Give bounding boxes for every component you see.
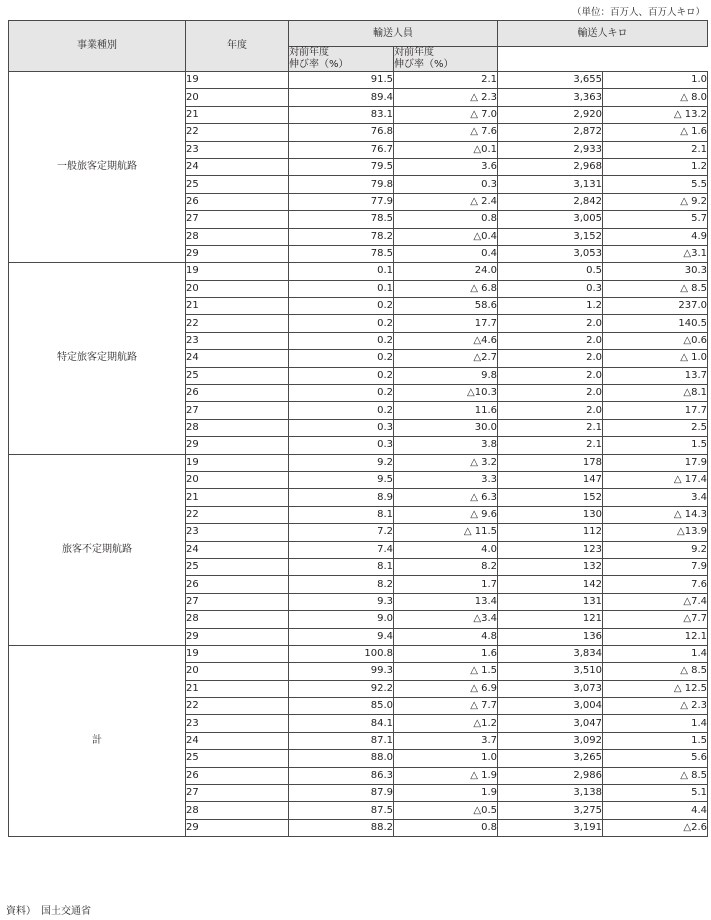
passengers-growth-cell: 0.8 (394, 211, 498, 228)
passengers-growth-cell: △2.7 (394, 350, 498, 367)
year-cell: 26 (186, 767, 289, 784)
header-year: 年度 (186, 21, 289, 72)
passengers-growth-cell: △4.6 (394, 332, 498, 349)
passenger-km-cell: 132 (498, 558, 603, 575)
passengers-growth-cell: 9.8 (394, 367, 498, 384)
passengers-growth-cell: 17.7 (394, 315, 498, 332)
passengers-cell: 76.7 (289, 141, 394, 158)
passenger-km-growth-cell: 1.5 (603, 437, 708, 454)
unit-note: （単位：百万人、百万人キロ） (571, 7, 705, 18)
header-passengers-growth-line2: 伸び率（%） (289, 59, 349, 70)
passengers-growth-cell: △ 11.5 (394, 524, 498, 541)
passenger-km-growth-cell: △ 8.0 (603, 89, 708, 106)
passenger-km-cell: 3,053 (498, 245, 603, 262)
year-cell: 21 (186, 298, 289, 315)
passenger-km-growth-cell: 9.2 (603, 541, 708, 558)
passenger-km-growth-cell: 5.5 (603, 176, 708, 193)
passenger-km-cell: 2,986 (498, 767, 603, 784)
year-cell: 29 (186, 437, 289, 454)
year-cell: 24 (186, 732, 289, 749)
passengers-growth-cell: △ 3.2 (394, 454, 498, 471)
passenger-km-cell: 2.1 (498, 437, 603, 454)
category-cell: 計 (9, 645, 186, 836)
header-passenger-km-growth-line2: 伸び率（%） (394, 59, 454, 70)
passengers-cell: 0.2 (289, 298, 394, 315)
passengers-cell: 0.2 (289, 402, 394, 419)
passenger-km-growth-cell: 1.5 (603, 732, 708, 749)
passengers-growth-cell: 0.3 (394, 176, 498, 193)
passenger-km-cell: 3,265 (498, 750, 603, 767)
passenger-km-cell: 2,872 (498, 124, 603, 141)
passenger-km-growth-cell: 7.6 (603, 576, 708, 593)
passengers-growth-cell: △ 7.7 (394, 698, 498, 715)
year-cell: 20 (186, 663, 289, 680)
year-cell: 21 (186, 680, 289, 697)
passenger-km-cell: 3,092 (498, 732, 603, 749)
passengers-growth-cell: 1.7 (394, 576, 498, 593)
passenger-km-cell: 130 (498, 506, 603, 523)
year-cell: 20 (186, 89, 289, 106)
year-cell: 22 (186, 124, 289, 141)
passengers-cell: 7.4 (289, 541, 394, 558)
passengers-cell: 0.2 (289, 332, 394, 349)
passenger-km-growth-cell: 140.5 (603, 315, 708, 332)
passenger-km-growth-cell: 13.7 (603, 367, 708, 384)
passenger-km-cell: 2,842 (498, 193, 603, 210)
passenger-km-cell: 178 (498, 454, 603, 471)
passengers-cell: 9.3 (289, 593, 394, 610)
passenger-km-cell: 2.0 (498, 385, 603, 402)
year-cell: 23 (186, 332, 289, 349)
ferry-transport-table (8, 20, 708, 837)
passengers-cell: 78.5 (289, 211, 394, 228)
year-cell: 25 (186, 558, 289, 575)
year-cell: 25 (186, 176, 289, 193)
year-cell: 19 (186, 263, 289, 280)
passenger-km-growth-cell: 1.0 (603, 72, 708, 89)
table-row (9, 263, 708, 280)
year-cell: 23 (186, 524, 289, 541)
passenger-km-cell: 3,363 (498, 89, 603, 106)
passenger-km-growth-cell: △ 2.3 (603, 698, 708, 715)
passenger-km-growth-cell: 17.9 (603, 454, 708, 471)
passengers-growth-cell: △ 6.3 (394, 489, 498, 506)
passenger-km-cell: 131 (498, 593, 603, 610)
passengers-cell: 87.1 (289, 732, 394, 749)
passenger-km-growth-cell: 2.5 (603, 419, 708, 436)
passengers-cell: 76.8 (289, 124, 394, 141)
year-cell: 21 (186, 106, 289, 123)
passengers-growth-cell: 30.0 (394, 419, 498, 436)
passenger-km-cell: 136 (498, 628, 603, 645)
year-cell: 28 (186, 419, 289, 436)
passengers-cell: 8.1 (289, 558, 394, 575)
passenger-km-cell: 2.0 (498, 402, 603, 419)
passenger-km-growth-cell: △ 12.5 (603, 680, 708, 697)
source-note: 資料） 国土交通省 (6, 906, 91, 917)
year-cell: 29 (186, 245, 289, 262)
passengers-cell: 78.5 (289, 245, 394, 262)
passenger-km-growth-cell: △ 8.5 (603, 280, 708, 297)
passengers-growth-cell: 1.9 (394, 785, 498, 802)
passengers-growth-cell: △ 1.5 (394, 663, 498, 680)
year-cell: 27 (186, 402, 289, 419)
year-cell: 19 (186, 645, 289, 662)
passengers-cell: 83.1 (289, 106, 394, 123)
table-row (9, 454, 708, 471)
year-cell: 28 (186, 228, 289, 245)
passengers-cell: 9.4 (289, 628, 394, 645)
passengers-cell: 0.1 (289, 263, 394, 280)
passenger-km-cell: 0.3 (498, 280, 603, 297)
year-cell: 24 (186, 541, 289, 558)
passengers-cell: 0.2 (289, 367, 394, 384)
passenger-km-growth-cell: 1.4 (603, 645, 708, 662)
passenger-km-growth-cell: 5.1 (603, 785, 708, 802)
year-cell: 25 (186, 750, 289, 767)
passenger-km-cell: 3,004 (498, 698, 603, 715)
year-cell: 24 (186, 350, 289, 367)
category-cell: 一般旅客定期航路 (9, 72, 186, 263)
passenger-km-cell: 0.5 (498, 263, 603, 280)
passengers-cell: 79.5 (289, 158, 394, 175)
passengers-growth-cell: △ 1.9 (394, 767, 498, 784)
passengers-cell: 8.2 (289, 576, 394, 593)
header-passengers-growth (289, 47, 394, 72)
passengers-growth-cell: 4.0 (394, 541, 498, 558)
year-cell: 24 (186, 158, 289, 175)
passengers-growth-cell: △0.5 (394, 802, 498, 819)
passenger-km-growth-cell: △ 9.2 (603, 193, 708, 210)
passengers-growth-cell: 58.6 (394, 298, 498, 315)
year-cell: 22 (186, 698, 289, 715)
year-cell: 26 (186, 576, 289, 593)
passenger-km-growth-cell: 4.9 (603, 228, 708, 245)
year-cell: 29 (186, 628, 289, 645)
passengers-cell: 8.1 (289, 506, 394, 523)
passenger-km-growth-cell: △7.7 (603, 611, 708, 628)
table-row (9, 645, 708, 662)
year-cell: 19 (186, 454, 289, 471)
passengers-growth-cell: 13.4 (394, 593, 498, 610)
year-cell: 25 (186, 367, 289, 384)
passenger-km-cell: 2.0 (498, 367, 603, 384)
passengers-cell: 88.0 (289, 750, 394, 767)
passengers-cell: 88.2 (289, 819, 394, 836)
passenger-km-growth-cell: 237.0 (603, 298, 708, 315)
passengers-growth-cell: 4.8 (394, 628, 498, 645)
passengers-growth-cell: 1.0 (394, 750, 498, 767)
passenger-km-growth-cell: 3.4 (603, 489, 708, 506)
passengers-cell: 84.1 (289, 715, 394, 732)
passengers-cell: 79.8 (289, 176, 394, 193)
year-cell: 27 (186, 785, 289, 802)
passengers-cell: 0.2 (289, 315, 394, 332)
passenger-km-growth-cell: 4.4 (603, 802, 708, 819)
table-body (9, 72, 708, 837)
passenger-km-cell: 3,047 (498, 715, 603, 732)
passenger-km-growth-cell: △ 1.0 (603, 350, 708, 367)
passenger-km-growth-cell: △0.6 (603, 332, 708, 349)
passenger-km-cell: 2.0 (498, 350, 603, 367)
passenger-km-cell: 3,131 (498, 176, 603, 193)
passengers-growth-cell: 8.2 (394, 558, 498, 575)
passenger-km-growth-cell: 2.1 (603, 141, 708, 158)
year-cell: 19 (186, 72, 289, 89)
passenger-km-growth-cell: △ 8.5 (603, 767, 708, 784)
year-cell: 27 (186, 593, 289, 610)
passengers-growth-cell: △3.4 (394, 611, 498, 628)
passenger-km-cell: 2,933 (498, 141, 603, 158)
passengers-growth-cell: △ 2.3 (394, 89, 498, 106)
year-cell: 22 (186, 506, 289, 523)
passenger-km-cell: 3,152 (498, 228, 603, 245)
passenger-km-cell: 3,191 (498, 819, 603, 836)
passenger-km-cell: 2.0 (498, 315, 603, 332)
year-cell: 20 (186, 280, 289, 297)
passenger-km-growth-cell: 1.2 (603, 158, 708, 175)
passenger-km-cell: 152 (498, 489, 603, 506)
passenger-km-growth-cell: △3.1 (603, 245, 708, 262)
year-cell: 26 (186, 193, 289, 210)
passengers-cell: 0.3 (289, 419, 394, 436)
passengers-growth-cell: 3.8 (394, 437, 498, 454)
passengers-growth-cell: 3.6 (394, 158, 498, 175)
passengers-growth-cell: 11.6 (394, 402, 498, 419)
year-cell: 26 (186, 385, 289, 402)
passengers-growth-cell: 1.6 (394, 645, 498, 662)
passenger-km-growth-cell: △2.6 (603, 819, 708, 836)
year-cell: 28 (186, 802, 289, 819)
passenger-km-growth-cell: △7.4 (603, 593, 708, 610)
passengers-growth-cell: 3.7 (394, 732, 498, 749)
passengers-growth-cell: △1.2 (394, 715, 498, 732)
passengers-cell: 0.3 (289, 437, 394, 454)
header-category: 事業種別 (9, 21, 186, 72)
passengers-cell: 9.5 (289, 471, 394, 488)
passenger-km-growth-cell: 30.3 (603, 263, 708, 280)
passengers-growth-cell: △ 6.8 (394, 280, 498, 297)
passenger-km-cell: 121 (498, 611, 603, 628)
header-passenger-km-growth-line1: 対前年度 (394, 47, 434, 58)
passengers-cell: 0.2 (289, 385, 394, 402)
passenger-km-cell: 2.0 (498, 332, 603, 349)
year-cell: 20 (186, 471, 289, 488)
year-cell: 23 (186, 715, 289, 732)
passenger-km-cell: 3,510 (498, 663, 603, 680)
passenger-km-cell: 3,073 (498, 680, 603, 697)
passengers-cell: 0.1 (289, 280, 394, 297)
passengers-cell: 8.9 (289, 489, 394, 506)
passengers-cell: 91.5 (289, 72, 394, 89)
passenger-km-cell: 1.2 (498, 298, 603, 315)
category-cell: 旅客不定期航路 (9, 454, 186, 645)
passengers-growth-cell: 0.8 (394, 819, 498, 836)
passengers-growth-cell: △0.4 (394, 228, 498, 245)
category-cell: 特定旅客定期航路 (9, 263, 186, 454)
passenger-km-growth-cell: 12.1 (603, 628, 708, 645)
year-cell: 27 (186, 211, 289, 228)
passenger-km-growth-cell: △8.1 (603, 385, 708, 402)
passengers-growth-cell: 3.3 (394, 471, 498, 488)
passengers-growth-cell: △0.1 (394, 141, 498, 158)
passengers-cell: 89.4 (289, 89, 394, 106)
passengers-growth-cell: △ 9.6 (394, 506, 498, 523)
passengers-cell: 85.0 (289, 698, 394, 715)
passenger-km-growth-cell: 1.4 (603, 715, 708, 732)
header-passengers: 輸送人員 (289, 21, 498, 47)
year-cell: 29 (186, 819, 289, 836)
year-cell: 28 (186, 611, 289, 628)
passenger-km-cell: 2,968 (498, 158, 603, 175)
passenger-km-growth-cell: 17.7 (603, 402, 708, 419)
year-cell: 22 (186, 315, 289, 332)
passenger-km-cell: 142 (498, 576, 603, 593)
passengers-cell: 87.5 (289, 802, 394, 819)
passenger-km-cell: 2,920 (498, 106, 603, 123)
passenger-km-growth-cell: △13.9 (603, 524, 708, 541)
header-passenger-km: 輸送人キロ (498, 21, 708, 47)
passengers-growth-cell: 2.1 (394, 72, 498, 89)
passengers-growth-cell: △ 7.0 (394, 106, 498, 123)
year-cell: 23 (186, 141, 289, 158)
passengers-growth-cell: △ 2.4 (394, 193, 498, 210)
passenger-km-growth-cell: △ 13.2 (603, 106, 708, 123)
header-passenger-km-growth (394, 47, 498, 72)
passengers-cell: 9.0 (289, 611, 394, 628)
passengers-growth-cell: △10.3 (394, 385, 498, 402)
passengers-growth-cell: △ 6.9 (394, 680, 498, 697)
table-row (9, 72, 708, 89)
passenger-km-cell: 123 (498, 541, 603, 558)
passenger-km-growth-cell: 7.9 (603, 558, 708, 575)
passengers-cell: 9.2 (289, 454, 394, 471)
passenger-km-growth-cell: △ 1.6 (603, 124, 708, 141)
year-cell: 21 (186, 489, 289, 506)
passenger-km-growth-cell: 5.7 (603, 211, 708, 228)
passenger-km-cell: 3,275 (498, 802, 603, 819)
passenger-km-cell: 112 (498, 524, 603, 541)
passengers-cell: 87.9 (289, 785, 394, 802)
passenger-km-cell: 2.1 (498, 419, 603, 436)
passenger-km-growth-cell: △ 14.3 (603, 506, 708, 523)
passenger-km-growth-cell: △ 8.5 (603, 663, 708, 680)
table-header (9, 21, 708, 72)
passenger-km-growth-cell: 5.6 (603, 750, 708, 767)
passenger-km-cell: 3,834 (498, 645, 603, 662)
passengers-cell: 99.3 (289, 663, 394, 680)
passengers-cell: 7.2 (289, 524, 394, 541)
passengers-cell: 86.3 (289, 767, 394, 784)
passenger-km-cell: 3,655 (498, 72, 603, 89)
passengers-cell: 78.2 (289, 228, 394, 245)
passenger-km-cell: 147 (498, 471, 603, 488)
header-passengers-growth-line1: 対前年度 (289, 47, 329, 58)
passenger-km-cell: 3,005 (498, 211, 603, 228)
passenger-km-growth-cell: △ 17.4 (603, 471, 708, 488)
passengers-growth-cell: △ 7.6 (394, 124, 498, 141)
passengers-cell: 92.2 (289, 680, 394, 697)
passengers-growth-cell: 0.4 (394, 245, 498, 262)
passenger-km-cell: 3,138 (498, 785, 603, 802)
passengers-cell: 100.8 (289, 645, 394, 662)
passengers-cell: 0.2 (289, 350, 394, 367)
passengers-cell: 77.9 (289, 193, 394, 210)
passengers-growth-cell: 24.0 (394, 263, 498, 280)
